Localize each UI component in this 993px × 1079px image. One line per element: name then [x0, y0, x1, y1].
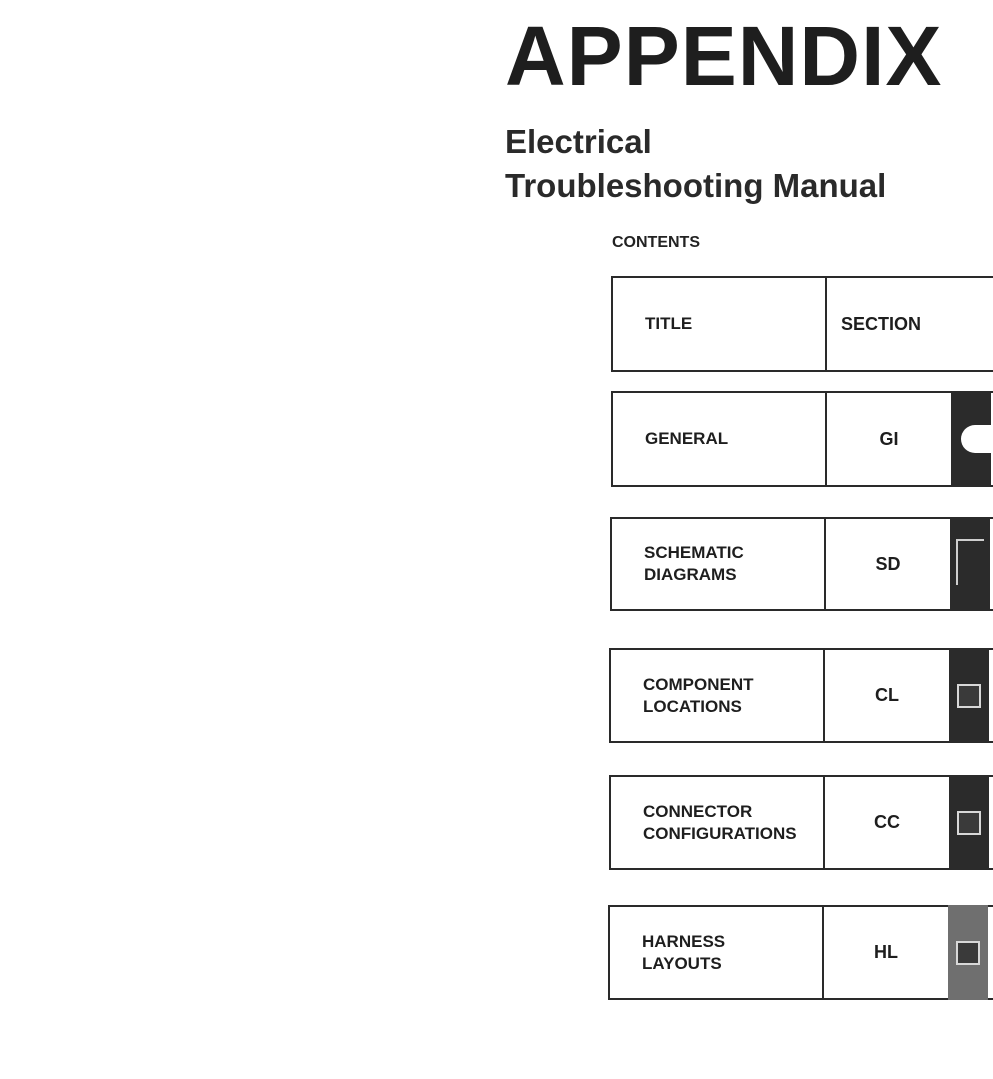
subtitle-line-2: Troubleshooting Manual	[505, 167, 887, 204]
section-tab[interactable]	[948, 905, 988, 1000]
row-title	[613, 393, 827, 485]
contents-header-row	[611, 276, 993, 372]
row-title-line-1: COMPONENT	[643, 674, 754, 694]
connector-tab-icon	[957, 811, 981, 835]
contents-row-harness-layouts[interactable]	[608, 905, 993, 1000]
section-tab[interactable]	[950, 517, 990, 611]
row-section-code: CC	[874, 812, 900, 832]
row-title-line-2: LAYOUTS	[642, 953, 722, 973]
row-section-code: HL	[874, 942, 898, 962]
column-header-title: TITLE	[613, 278, 827, 370]
row-title-line-1: GENERAL	[645, 429, 729, 448]
harness-tab-icon	[956, 941, 980, 965]
row-title	[612, 519, 826, 609]
subtitle-line-1: Electrical	[505, 123, 652, 160]
row-title	[610, 907, 824, 998]
row-title-line-2: LOCATIONS	[643, 696, 742, 716]
row-title-line-2: DIAGRAMS	[644, 565, 737, 584]
row-title	[611, 650, 825, 741]
row-section-code: SD	[875, 553, 901, 574]
section-tab[interactable]	[949, 648, 989, 743]
contents-label: CONTENTS	[612, 234, 700, 251]
contents-row-schematic-diagrams[interactable]	[610, 517, 993, 611]
page-title: APPENDIX	[505, 9, 943, 103]
row-title-line-1: SCHEMATIC	[644, 543, 744, 562]
column-header-section: SECTION	[841, 313, 922, 334]
contents-row-connector-configurations[interactable]	[609, 775, 993, 870]
row-section-code: CL	[875, 685, 899, 705]
row-title-line-1: HARNESS	[642, 931, 726, 951]
component-tab-icon	[957, 684, 981, 708]
row-section-code: GI	[879, 428, 899, 449]
row-title-line-1: CONNECTOR	[643, 801, 753, 821]
row-title	[611, 777, 825, 868]
contents-row-general[interactable]	[611, 391, 993, 487]
row-title-line-2: CONFIGURATIONS	[643, 823, 797, 843]
section-tab[interactable]	[951, 391, 991, 487]
gi-tab-icon	[961, 425, 991, 453]
schematic-tab-icon	[956, 539, 984, 585]
section-tab[interactable]	[949, 775, 989, 870]
contents-row-component-locations[interactable]	[609, 648, 993, 743]
